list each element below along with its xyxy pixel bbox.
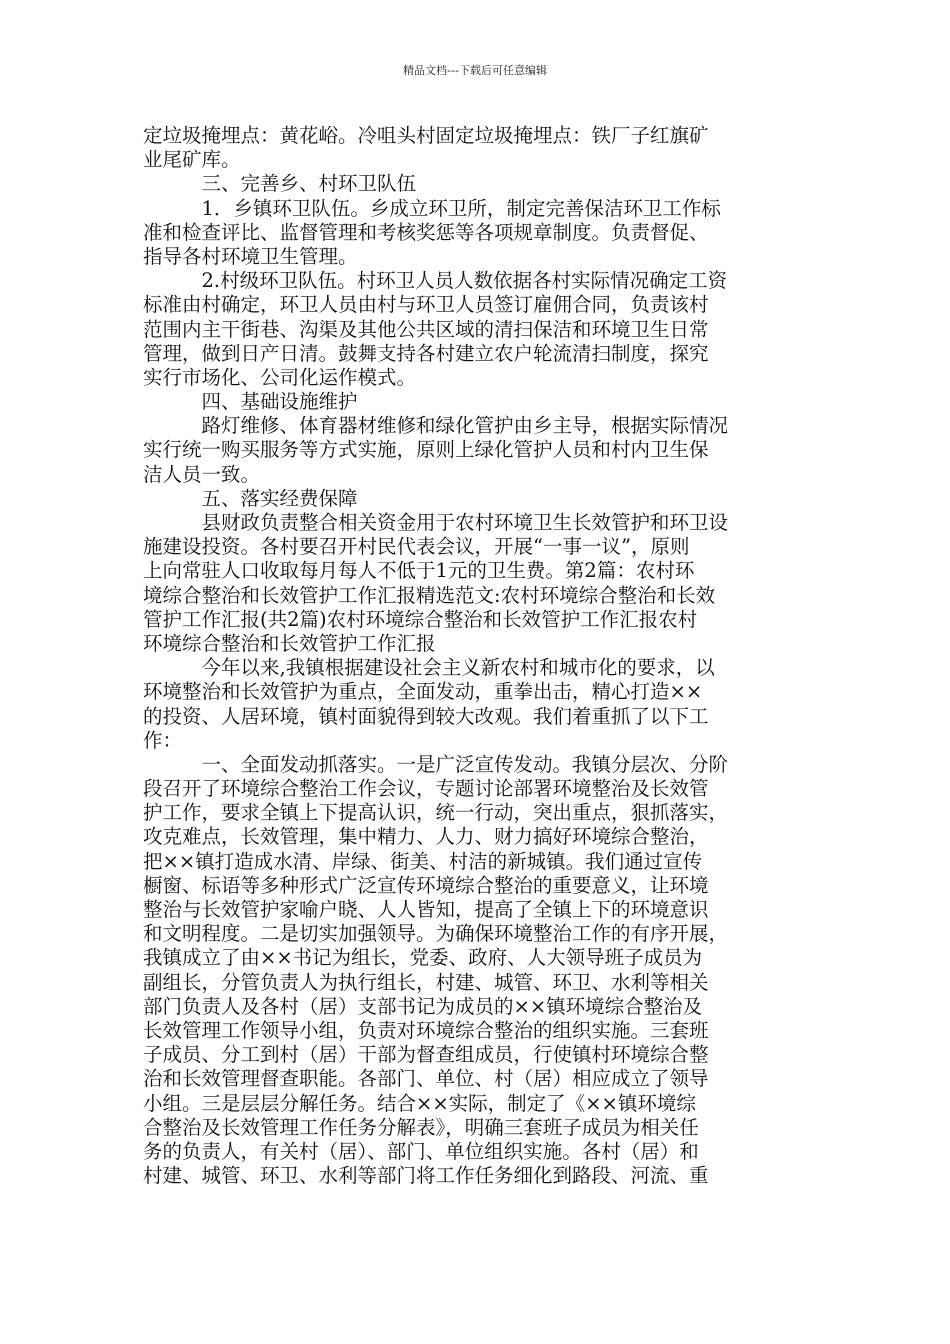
text-line: 子成员、分工到村（居）干部为督查组成员，行使镇村环境综合整 — [143, 1043, 709, 1067]
text-line: 小组。三是层层分解任务。结合××实际，制定了《××镇环境综 — [143, 1091, 696, 1115]
text-line: 的投资、人居环境，镇村面貌得到较大改观。我们着重抓了以下工 — [143, 704, 709, 728]
text-line: 环境整治和长效管护为重点，全面发动，重拳出击，精心打造×× — [143, 680, 703, 704]
text-line: 今年以来,我镇根据建设社会主义新农村和城市化的要求，以 — [143, 656, 715, 680]
text-line: 段召开了环境综合整治工作会议，专题讨论部署环境整治及长效管 — [143, 777, 709, 801]
text-line: 攻克难点，长效管理，集中精力、人力、财力搞好环境综合整治， — [143, 825, 709, 849]
text-line: 护工作，要求全镇上下提高认识，统一行动，突出重点，狠抓落实， — [143, 801, 729, 825]
text-line: 县财政负责整合相关资金用于农村环境卫生长效管护和环卫设 — [143, 511, 729, 534]
text-line: 洁人员一致。 — [143, 462, 261, 486]
text-line: 长效管理工作领导小组，负责对环境综合整治的组织实施。三套班 — [143, 1018, 709, 1042]
text-line: 整治与长效管护家喻户晓、人人皆知，提高了全镇上下的环境意识 — [143, 898, 709, 921]
text-line: 管理，做到日产日清。鼓舞支持各村建立农户轮流清扫制度，探究 — [143, 341, 709, 365]
text-line: 我镇成立了由××书记为组长，党委、政府、人大领导班子成员为 — [143, 946, 703, 970]
text-line: 业尾矿库。 — [143, 148, 241, 172]
text-line: 管护工作汇报(共2篇)农村环境综合整治和长效管护工作汇报农村 — [143, 607, 698, 631]
text-line: 2.村级环卫队伍。村环卫人员人数依据各村实际情况确定工资 — [143, 269, 728, 293]
text-line: 四、基础设施维护 — [143, 390, 358, 414]
text-line: 实行市场化、公司化运作模式。 — [143, 365, 417, 389]
text-line: 三、完善乡、村环卫队伍 — [143, 172, 417, 196]
text-line: 治和长效管理督查职能。各部门、单位、村（居）相应成立了领导 — [143, 1067, 709, 1091]
text-line: 境综合整治和长效管护工作汇报精选范文:农村环境综合整治和长效 — [143, 583, 716, 607]
text-line: 1．乡镇环卫队伍。乡成立环卫所，制定完善保洁环卫工作标 — [143, 196, 721, 220]
text-line: 副组长，分管负责人为执行组长，村建、城管、环卫、水利等相关 — [143, 970, 709, 994]
text-line: 实行统一购买服务等方式实施，原则上绿化管护人员和村内卫生保 — [143, 438, 709, 462]
text-line: 把××镇打造成水清、岸绿、街美、村洁的新城镇。我们通过宣传 — [143, 849, 703, 873]
text-line: 上向常驻人口收取每月每人不低于1元的卫生费。第2篇：农村环 — [143, 559, 695, 583]
text-line: 务的负责人，有关村（居）、部门、单位组织实施。各村（居）和 — [143, 1139, 699, 1163]
text-line: 施建设投资。各村要召开村民代表会议，开展“一事一议”，原则 — [143, 535, 690, 559]
text-line: 五、落实经费保障 — [143, 486, 358, 510]
text-line: 村建、城管、环卫、水利等部门将工作任务细化到路段、河流、重 — [143, 1164, 709, 1188]
text-line: 部门负责人及各村（居）支部书记为成员的××镇环境综合整治及 — [143, 994, 703, 1018]
text-line: 作： — [143, 728, 183, 752]
text-line: 定垃圾掩埋点：黄花峪。冷咀头村固定垃圾掩埋点：铁厂子红旗矿 — [143, 124, 709, 147]
text-line: 一、全面发动抓落实。一是广泛宣传发动。我镇分层次、分阶 — [143, 752, 729, 776]
text-line: 路灯维修、体育器材维修和绿化管护由乡主导，根据实际情况 — [143, 414, 729, 438]
document-body — [143, 124, 818, 1188]
page-header: 精品文档---下载后可任意编辑 — [403, 64, 547, 77]
text-line: 和文明程度。二是切实加强领导。为确保环境整治工作的有序开展， — [143, 922, 729, 946]
text-line: 橱窗、标语等多种形式广泛宣传环境综合整治的重要意义，让环境 — [143, 873, 709, 897]
text-line: 指导各村环境卫生管理。 — [143, 244, 358, 268]
text-line: 环境综合整治和长效管护工作汇报 — [143, 631, 436, 655]
text-line: 标准由村确定，环卫人员由村与环卫人员签订雇佣合同，负责该村 — [143, 293, 709, 317]
text-line: 合整治及长效管理工作任务分解表》，明确三套班子成员为相关任 — [143, 1115, 699, 1139]
text-line: 准和检查评比、监督管理和考核奖惩等各项规章制度。负责督促、 — [143, 220, 709, 244]
text-line: 范围内主干街巷、沟渠及其他公共区域的清扫保洁和环境卫生日常 — [143, 317, 709, 341]
